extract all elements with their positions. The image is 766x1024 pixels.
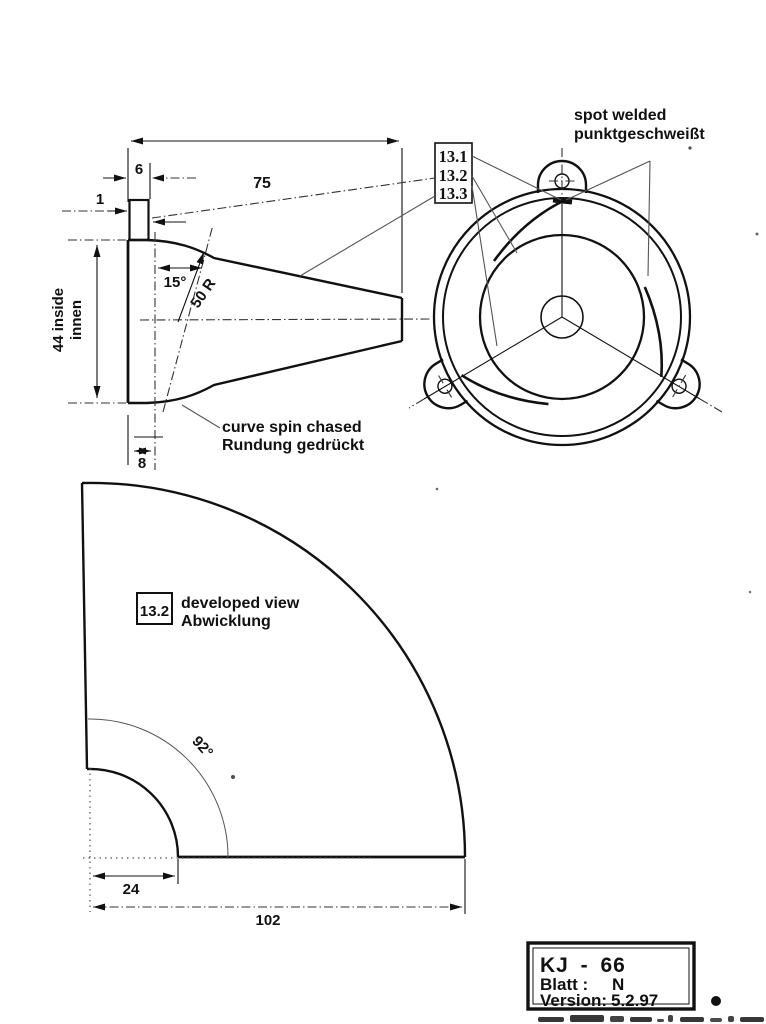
dim-92-text: 92° — [188, 732, 217, 762]
section-view — [50, 141, 430, 472]
label-abwicklung: Abwicklung — [181, 613, 271, 630]
punch-dot — [711, 996, 721, 1006]
dim-75-text: 75 — [253, 175, 271, 192]
note-curve-spin-chased — [182, 405, 365, 454]
sheet-label: Blatt : — [540, 975, 589, 994]
strap-right — [610, 287, 697, 377]
callout-13-2: 13.2 — [438, 166, 468, 185]
dim-6-text: 6 — [134, 161, 144, 178]
dim-102 — [93, 907, 462, 929]
construction-lines — [83, 768, 465, 914]
dim-inner-diameter-44 — [50, 240, 126, 403]
label-developed-view: developed view — [181, 595, 300, 612]
dim-thickness-1 — [62, 191, 186, 222]
dim-15-text: 15° — [163, 274, 187, 291]
sector-outline — [82, 483, 465, 857]
centerline-horizontal — [140, 319, 430, 320]
callout-leaders — [152, 156, 561, 346]
callout-box-13 — [435, 143, 472, 203]
dim-offset-8 — [128, 232, 163, 472]
developed-view — [82, 483, 465, 929]
rim-flange-section — [130, 200, 149, 240]
dim-length-75 — [128, 141, 402, 293]
callout-13-1: 13.1 — [438, 147, 468, 166]
dim-8-text: 8 — [137, 455, 147, 472]
note-curve-line2: Rundung gedrückt — [222, 437, 365, 454]
dim-rim-6 — [103, 161, 196, 199]
callout-13-2-text: 13.2 — [139, 603, 170, 620]
developed-view-label — [137, 593, 300, 630]
dim-50r-text: 50 R — [187, 275, 220, 312]
dim-24-text: 24 — [122, 881, 140, 898]
spot-weld-mark — [553, 200, 572, 202]
model-number: KJ - 66 — [540, 954, 626, 977]
dim-102-text: 102 — [255, 912, 281, 929]
note-weld-line1: spot welded — [574, 107, 667, 124]
dim-1-text: 1 — [95, 191, 105, 208]
cone-outline — [128, 200, 402, 403]
front-view — [152, 107, 722, 445]
dim-44-text-line2: innen — [68, 300, 85, 340]
title-block — [528, 943, 721, 1010]
version-value: 5.2.97 — [611, 991, 659, 1010]
callout-13-3: 13.3 — [438, 184, 468, 203]
dim-24 — [93, 876, 175, 898]
note-curve-line1: curve spin chased — [222, 419, 362, 436]
note-weld-line2: punktgeschweißt — [574, 126, 705, 143]
sheet-value: N — [612, 975, 625, 994]
version-label: Version: — [540, 991, 608, 1010]
dim-44-text-line1: 44 inside — [50, 287, 67, 353]
